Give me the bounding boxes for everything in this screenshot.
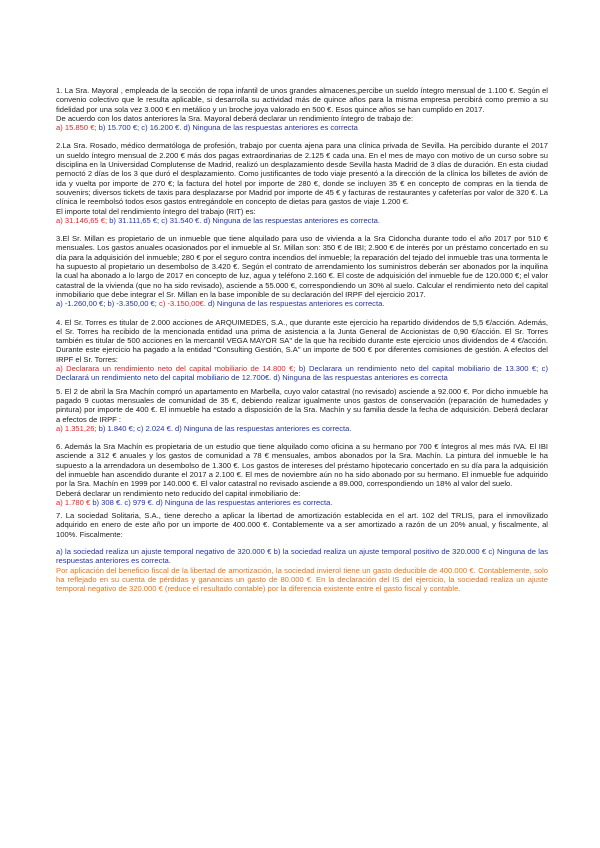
- question-1: [56, 86, 548, 132]
- question-7: [56, 511, 548, 593]
- question-stem: 6. Además la Sra Machín es propietaria de un estudio que tiene alquilado como oficina a su hermano por 700 € íntegros al mes más IVA. El IBI asciende a 312 € anuales y los gastos de comunidad a 78 € mensuales, ambos abonados por la Sra. Machín. La pintura del inmueble le ha supuesto a la arrendadora un desembolso de 1.300 €. Los gastos de intereses del préstamo hipotecario concertado en su día para la adquisición del inmueble han ascendido durante el 2017 a 2.100 €. El mes de noviembre aún no ha sido abonado por su hermano. El inmueble fue adquirido por la Sra. Machín en 1999 por 140.000 €. El valor catastral no revisado asciende a 89.000, correspondiendo un 18% al valor del suelo.: [56, 442, 548, 489]
- correct-answer: a) 15.850 €;: [56, 123, 97, 133]
- other-answers: a) -1.260,00 €; b) -3.350,00 €;: [56, 299, 160, 309]
- question-stem: 2.La Sra. Rosado, médico dermatóloga de profesión, trabajo por cuenta ajena para una clínica privada de Sevilla. Ha percibido durante el 2017 un sueldo íntegro mensual de 2.200 € más dos pagas extraordinarias de 2.125 € cada una. En el mes de mayo con motivo de un curso sobre su disciplina en la Universidad Complutense de Madrid, realizó un desplazamiento desde Sevilla hasta Madrid de 3 días de duración. En esta ciudad pernoctó 2 días de los 3 que duró el desplazamiento. Como justificantes de todo viaje presentó a la dirección de la clínica los billetes de avión de ida y vuelta por importe de 270 €; la factura del hotel por importe de 280 €, donde se incluyen 35 € en concepto de compras en la tienda de souvenirs; diversos tickets de taxis para desplazarse por Madrid por importe de 45 € y facturas de restaurantes y cafeterías por valor de 320 €. La clínica le reembolsó todos esos gastos entregándole en concepto de dietas para gastos de viaje 1.200 €.: [56, 141, 548, 207]
- other-answers: b) 15.700 €; c) 16.200 €. d) Ninguna de las respuestas anteriores es correcta: [96, 123, 358, 133]
- answer-options: [56, 364, 548, 383]
- answer-options: [56, 123, 548, 132]
- question-3: [56, 234, 548, 308]
- question-4: [56, 318, 548, 383]
- question-6: [56, 442, 548, 507]
- question-stem: 1. La Sra. Mayoral , empleada de la sección de ropa infantil de unos grandes almacenes,percibe un sueldo íntegro mensual de 1.100 €. Según el convenio colectivo que le resulta aplicable, si desarrolla su actividad más de quince años para la misma empresa percibirá como premio a su fidelidad por una sola vez 3.000 € en metálico y un broche joya valorado en 500 €. Esos quince años se han cumplido en 2017.: [56, 86, 548, 114]
- correct-answer: c) -3.150,00€.: [159, 299, 206, 309]
- answer-options: [56, 299, 548, 308]
- answer-options: [56, 424, 548, 433]
- answer-options: [56, 498, 548, 507]
- question-prompt: De acuerdo con los datos anteriores la Sra. Mayoral deberá declarar un rendimiento íntegro de trabajo de:: [56, 113, 414, 123]
- other-answers: b) Declarara un rendimiento neto del capital mobiliario de 13.300 €; c) Declarará un rendimiento neto del capital mobiliario de 12.700€. d) Ninguna de las respuestas anteriores es correcta: [56, 364, 548, 383]
- question-prompt: Deberá declarar un rendimiento neto reducido del capital inmobiliario de:: [56, 488, 301, 498]
- answer-options: a) la sociedad realiza un ajuste temporal negativo de 320.000 € b) la sociedad realiza un ajuste temporal positivo de 320.000 € c) Ninguna de las respuestas anteriores es correcta.: [56, 547, 548, 566]
- other-answers: b) 308 €. c) 979 €. d) Ninguna de las respuestas anteriores es correcta.: [90, 497, 333, 507]
- correct-answer: a) 1.351,26;: [56, 423, 97, 433]
- other-answers: b) 1.840 €; c) 2.024 €. d) Ninguna de las respuestas anteriores es correcta.: [96, 423, 352, 433]
- correct-answer: a) 1.780 €: [56, 497, 91, 507]
- question-stem: 5. El 2 de abril la Sra Machín compró un apartamento en Marbella, cuyo valor catastral (no revisado) asciende a 92.000 €. Por dicho inmueble ha pagado 9 cuotas mensuales de comunidad de 35 €, debiendo realizar igualmente unos gastos de conservación (reparación de humedades y pintura) por importe de 400 €. El inmueble ha estado a disposición de la Sra. Machín y su familia desde la fecha de adquisición. Deberá declarar a efectos de IRPF :: [56, 386, 548, 424]
- question-prompt: El importe total del rendimiento íntegro del trabajo (RIT) es:: [56, 206, 256, 216]
- question-stem: 7. La sociedad Solitaria, S.A., tiene derecho a aplicar la libertad de amortización establecida en el art. 102 del TRLIS, para el inmovilizado adquirido en enero de este año por un importe de 400.000 €. Contablemente va a ser amortizado a razón de un 20% anual, y fiscalmente, al 100%. Fiscalmente:: [56, 511, 548, 539]
- correct-answer: a) Declarara un rendimiento neto del capital mobiliario de 14.800 €;: [56, 364, 296, 374]
- question-stem: 4. El Sr. Torres es titular de 2.000 acciones de ARQUIMEDES, S.A., que durante este ejercicio ha repartido dividendos de 5,5 €/acción. Además, el Sr. Torres ha recibido de la mencionada entidad una prima de asistencia a la Junta General de Accionistas de 0,90 €/acción. El Sr. Torres también es titular de 500 acciones en la mercantil VEGA MAYOR SA" de la que ha recibido durante este ejercicio unos dividendos de 4 €/acción. Durante este ejercicio ha pagado a la entidad "Consulting Gestión, S.A" un importe de 500 € por diferentes comisiones de gestión. A efectos del IRPF el Sr. Torres:: [56, 317, 548, 364]
- question-5: [56, 387, 548, 433]
- question-stem: 3.El Sr. Millan es propietario de un inmueble que tiene alquilado para uso de vivienda a la Sra Cidoncha durante todo el año 2017 por 510 € mensuales. Los gastos anuales ocasionados por el inmueble al Sr. Millan son: 350 € de IBI; 2.900 € de interés por un préstamo concertado en su día para la adquisición del inmueble; 280 € por el seguro contra incendios del inmueble; la reparación del tejado del inmueble tras una tormenta le ha supuesto al propietario un desembolso de 3.420 €. Según el contrato de arrendamiento los suministros deberán ser abonados por la inquilina la cual ha abonado a lo largo de 2017 en concepto de luz, agua y teléfono 2.160 €. El coste de adquisición del inmueble fue de 120.000 €; el valor catastral de la vivienda (que no ha sido revisado), asciende a 55.000 €, correspondiendo un 30% al suelo. Calcular el rendimiento neto del capital inmobiliario que debe integrar el Sr. Millan en la base imponible de su declaración del IRPF del ejercicio 2017.: [56, 234, 548, 299]
- question-2: [56, 141, 548, 225]
- other-answers: b) 31.111,65 €; c) 31.540 €. d) Ninguna de las respuestas anteriores es correcta.: [107, 215, 380, 225]
- other-answers: d) Ninguna de las respuestas anteriores es correcta.: [205, 299, 385, 309]
- answer-options: [56, 216, 548, 225]
- correct-answer: a) 31.146,65 €;: [56, 215, 108, 225]
- answer-explanation: Por aplicación del beneficio fiscal de la libertad de amortización, la sociedad invierol tiene un gasto deducible de 400.000 €. Contablemente, solo ha reflejado en su cuenta de pérdidas y ganancias un gasto de 80.000 €. En la declaración del IS del ejercicio, la sociedad realiza un ajuste temporal negativo de 320.000 € (reduce el resultado contable) por la diferencia existente entre el gasto fiscal y contable.: [56, 565, 548, 594]
